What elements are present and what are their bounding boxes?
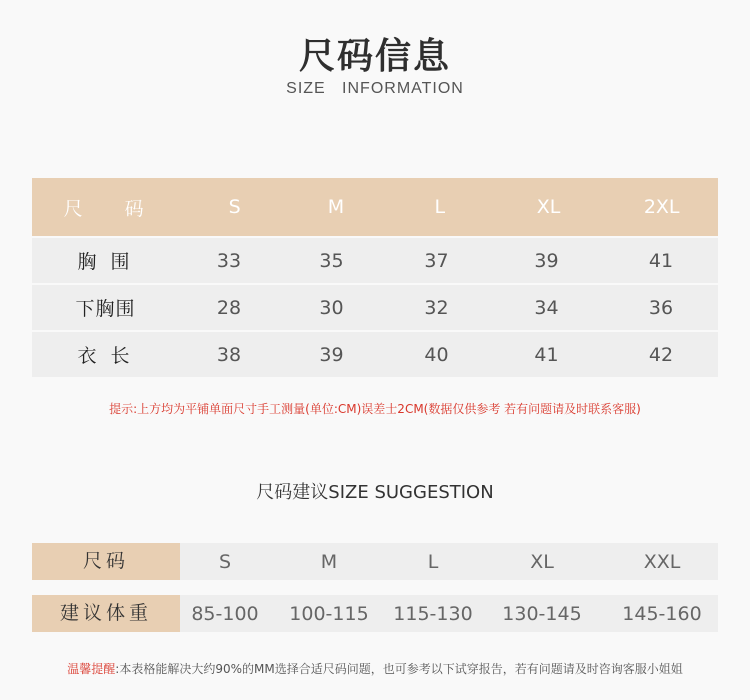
page-title: 尺码信息 bbox=[298, 36, 451, 77]
table-cell: 30 bbox=[319, 296, 344, 319]
measurement-note: 提示:上方均为平铺单面尺寸手工测量(单位:CM)误差士2CM(数据仅供参考 若有问题请及时联系客服) bbox=[109, 402, 641, 416]
table-row bbox=[32, 238, 718, 283]
suggestion-weight-cell: 130-145 bbox=[502, 602, 582, 625]
reminder-tip bbox=[0, 660, 750, 677]
table-row bbox=[32, 285, 718, 330]
row-label-bust: 胸 围 bbox=[77, 251, 134, 273]
suggestion-weight-cell: 115-130 bbox=[393, 602, 473, 625]
table-cell: 38 bbox=[216, 343, 242, 366]
suggestion-weight-row bbox=[32, 595, 718, 632]
table-cell: 33 bbox=[216, 249, 242, 272]
suggestion-size-row bbox=[32, 543, 718, 580]
suggestion-size-cell: M bbox=[320, 550, 338, 573]
table-row bbox=[32, 332, 718, 377]
reminder-prefix: 温馨提醒 bbox=[67, 662, 116, 676]
header-cell-l: L bbox=[434, 196, 446, 218]
size-table bbox=[32, 178, 718, 377]
table-cell: 39 bbox=[319, 343, 344, 366]
reminder-text: :本表格能解决大约90%的MM选择合适尺码问题，也可参考以下试穿报告，若有问题请及时咨询客服小姐姐 bbox=[115, 662, 683, 676]
suggestion-size-cell: S bbox=[218, 550, 232, 573]
suggestion-title: 尺码建议SIZE SUGGESTION bbox=[256, 482, 494, 503]
table-cell: 40 bbox=[424, 343, 449, 366]
row-label-length: 衣 长 bbox=[77, 345, 134, 367]
page-subtitle: SIZE INFORMATION bbox=[286, 80, 464, 97]
row-label-underbust: 下胸围 bbox=[75, 298, 136, 320]
suggestion-size-cell: L bbox=[427, 550, 439, 573]
header-cell-2xl: 2XL bbox=[643, 196, 680, 218]
table-cell: 35 bbox=[319, 249, 344, 272]
table-cell: 39 bbox=[534, 249, 559, 272]
table-cell: 37 bbox=[424, 249, 449, 272]
suggestion-weight-label: 建议体重 bbox=[32, 595, 180, 632]
header-cell-size: 尺 码 bbox=[63, 197, 162, 220]
table-cell: 42 bbox=[648, 343, 674, 366]
suggestion-size-label: 尺码 bbox=[32, 543, 180, 580]
suggestion-weight-cell: 100-115 bbox=[289, 602, 369, 625]
table-cell: 36 bbox=[648, 296, 674, 319]
table-cell: 32 bbox=[424, 296, 449, 319]
table-cell: 41 bbox=[648, 249, 674, 272]
suggestion-weight-cell: 85-100 bbox=[191, 602, 259, 625]
table-cell: 28 bbox=[216, 296, 242, 319]
table-cell: 41 bbox=[534, 343, 559, 366]
header-cell-s: S bbox=[228, 196, 241, 218]
table-cell: 34 bbox=[534, 296, 559, 319]
suggestion-size-cell: XL bbox=[530, 550, 554, 573]
header-cell-xl: XL bbox=[536, 196, 561, 218]
suggestion-weight-cell: 145-160 bbox=[622, 602, 702, 625]
size-table-header bbox=[32, 178, 718, 236]
suggestion-size-cell: XXL bbox=[643, 550, 681, 573]
header-cell-m: M bbox=[327, 196, 345, 218]
